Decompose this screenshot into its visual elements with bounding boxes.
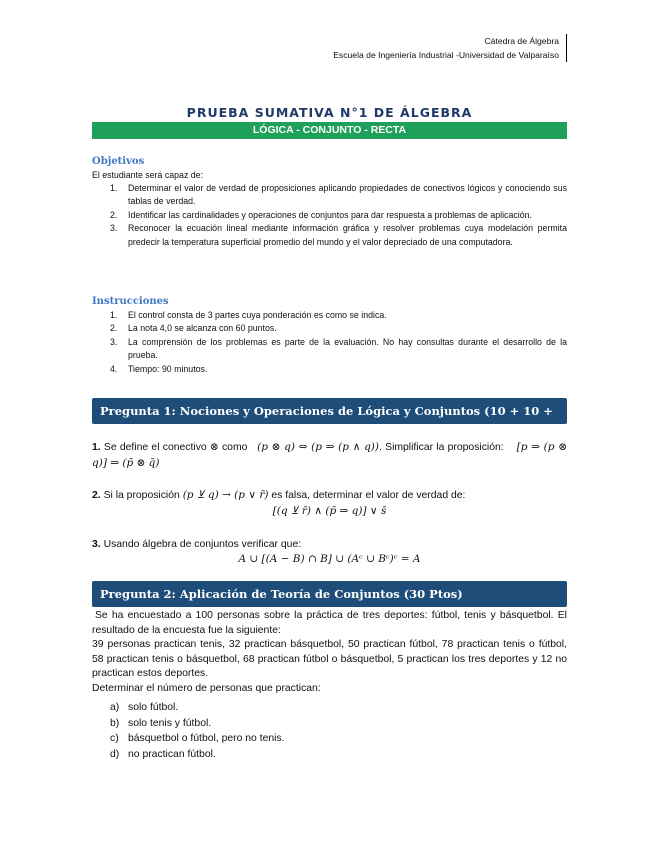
exam-title: PRUEBA SUMATIVA N°1 DE ÁLGEBRA <box>186 105 473 120</box>
question-2-bar: Pregunta 2: Aplicación de Teoría de Conjuntos (30 Ptos) <box>92 581 567 607</box>
q1-item-3-number: 3. <box>92 539 101 550</box>
list-item: 1. Determinar el valor de verdad de proposiciones aplicando propiedades de conectivos lógicos y conociendo sus tablas de verdad. <box>110 183 567 207</box>
list-item: 2. La nota 4,0 se alcanza con 60 puntos. <box>110 323 277 334</box>
list-item: 3. La comprensión de los problemas es parte de la evaluación. No hay consultas durante el desarrollo de la prueba. <box>110 336 567 361</box>
objectives-list <box>92 182 567 249</box>
q1-item-2-text: es falsa, determinar el valor de verdad de: <box>271 490 466 501</box>
q2-subquestions <box>92 700 567 762</box>
connective-definition: (p ⊗ q) ⇔ (p ⇒ (p ∧ q)) <box>257 441 379 453</box>
set-identity-expression: A ∪ [(A − B) ∩ B] ∪ (Aᶜ ∪ Bᶜ)ᶜ = A <box>238 553 421 565</box>
list-item: 4. Tiempo: 90 minutos. <box>110 363 208 374</box>
school-name: Escuela de Ingeniería Industrial -Universidad de Valparaíso <box>333 50 559 60</box>
q1-item-2 <box>92 488 567 504</box>
q1-item-1-text: . Simplificar la proposición: <box>379 442 504 453</box>
q1-item-1 <box>92 440 567 471</box>
q1-item-1-text: Se define el conectivo <box>103 442 207 453</box>
q2-paragraph-2: 39 personas practican tenis, 32 practican básquetbol, 50 practican fútbol, 78 practican tenis o fútbol, 58 practican tenis o básquetbol, 68 practican fútbol o básquetbol, 5 practican los tres deportes y 12 no practican estos deportes. <box>92 639 567 679</box>
instructions-heading: Instrucciones <box>92 296 169 307</box>
objectives-intro: El estudiante será capaz de: <box>92 170 204 180</box>
list-item: 1. El control consta de 3 partes cuya ponderación es como se indica. <box>110 310 387 320</box>
q1-item-1-text: como <box>221 442 248 453</box>
exam-subtitle: LÓGICA - CONJUNTO - RECTA <box>92 122 567 139</box>
list-item: 3. Reconocer la ecuación lineal mediante información gráfica y resolver problemas cuya modelación permita predecir la temperatura superficial promedio del mundo y el valor depreciado de una computadora. <box>110 223 567 247</box>
q1-item-2-number: 2. <box>92 490 101 501</box>
course-name: Cátedra de Álgebra <box>484 36 559 46</box>
list-item: d) no practican fútbol. <box>110 748 216 760</box>
q2-statement <box>92 609 567 696</box>
connective-symbol: ⊗ <box>209 441 219 453</box>
q1-item-1-number: 1. <box>92 442 101 453</box>
q1-item-3 <box>92 538 567 553</box>
q2-paragraph-3: Determinar el número de personas que practican: <box>92 682 321 694</box>
list-item: c) básquetbol o fútbol, pero no tenis. <box>110 733 285 744</box>
question-1-bar: Pregunta 1: Nociones y Operaciones de Lógica y Conjuntos (10 + 10 + 10 Ptos) <box>92 398 567 424</box>
q1-item-2-text: Si la proposición <box>103 490 180 501</box>
truth-value-expression: [(q ⊻ r̄) ∧ (p̄ ⇒ q)] ∨ s̄ <box>272 505 387 517</box>
proposition-to-simplify: [p ⇒ (p ⊗ q)] ⇒ (p̄ ⊗ q̄) <box>92 441 567 469</box>
course-header <box>333 34 567 62</box>
instructions-list <box>92 309 567 376</box>
list-item: 2. Identificar las cardinalidades y operaciones de conjuntos para dar respuesta a problemas de aplicación. <box>110 209 532 220</box>
list-item: b) solo tenis y fútbol. <box>110 717 212 729</box>
objectives-heading: Objetivos <box>92 156 145 167</box>
q2-paragraph-1: Se ha encuestado a 100 personas sobre la práctica de tres deportes: fútbol, tenis y básquetbol. El resultado de la encuesta fue la siguiente: <box>92 610 567 636</box>
q1-item-3-text: Usando álgebra de conjuntos verificar que: <box>103 539 302 550</box>
false-proposition: (p ⊻ q) → (p ∨ r̄) <box>182 489 269 501</box>
list-item: a) solo fútbol. <box>110 702 179 713</box>
